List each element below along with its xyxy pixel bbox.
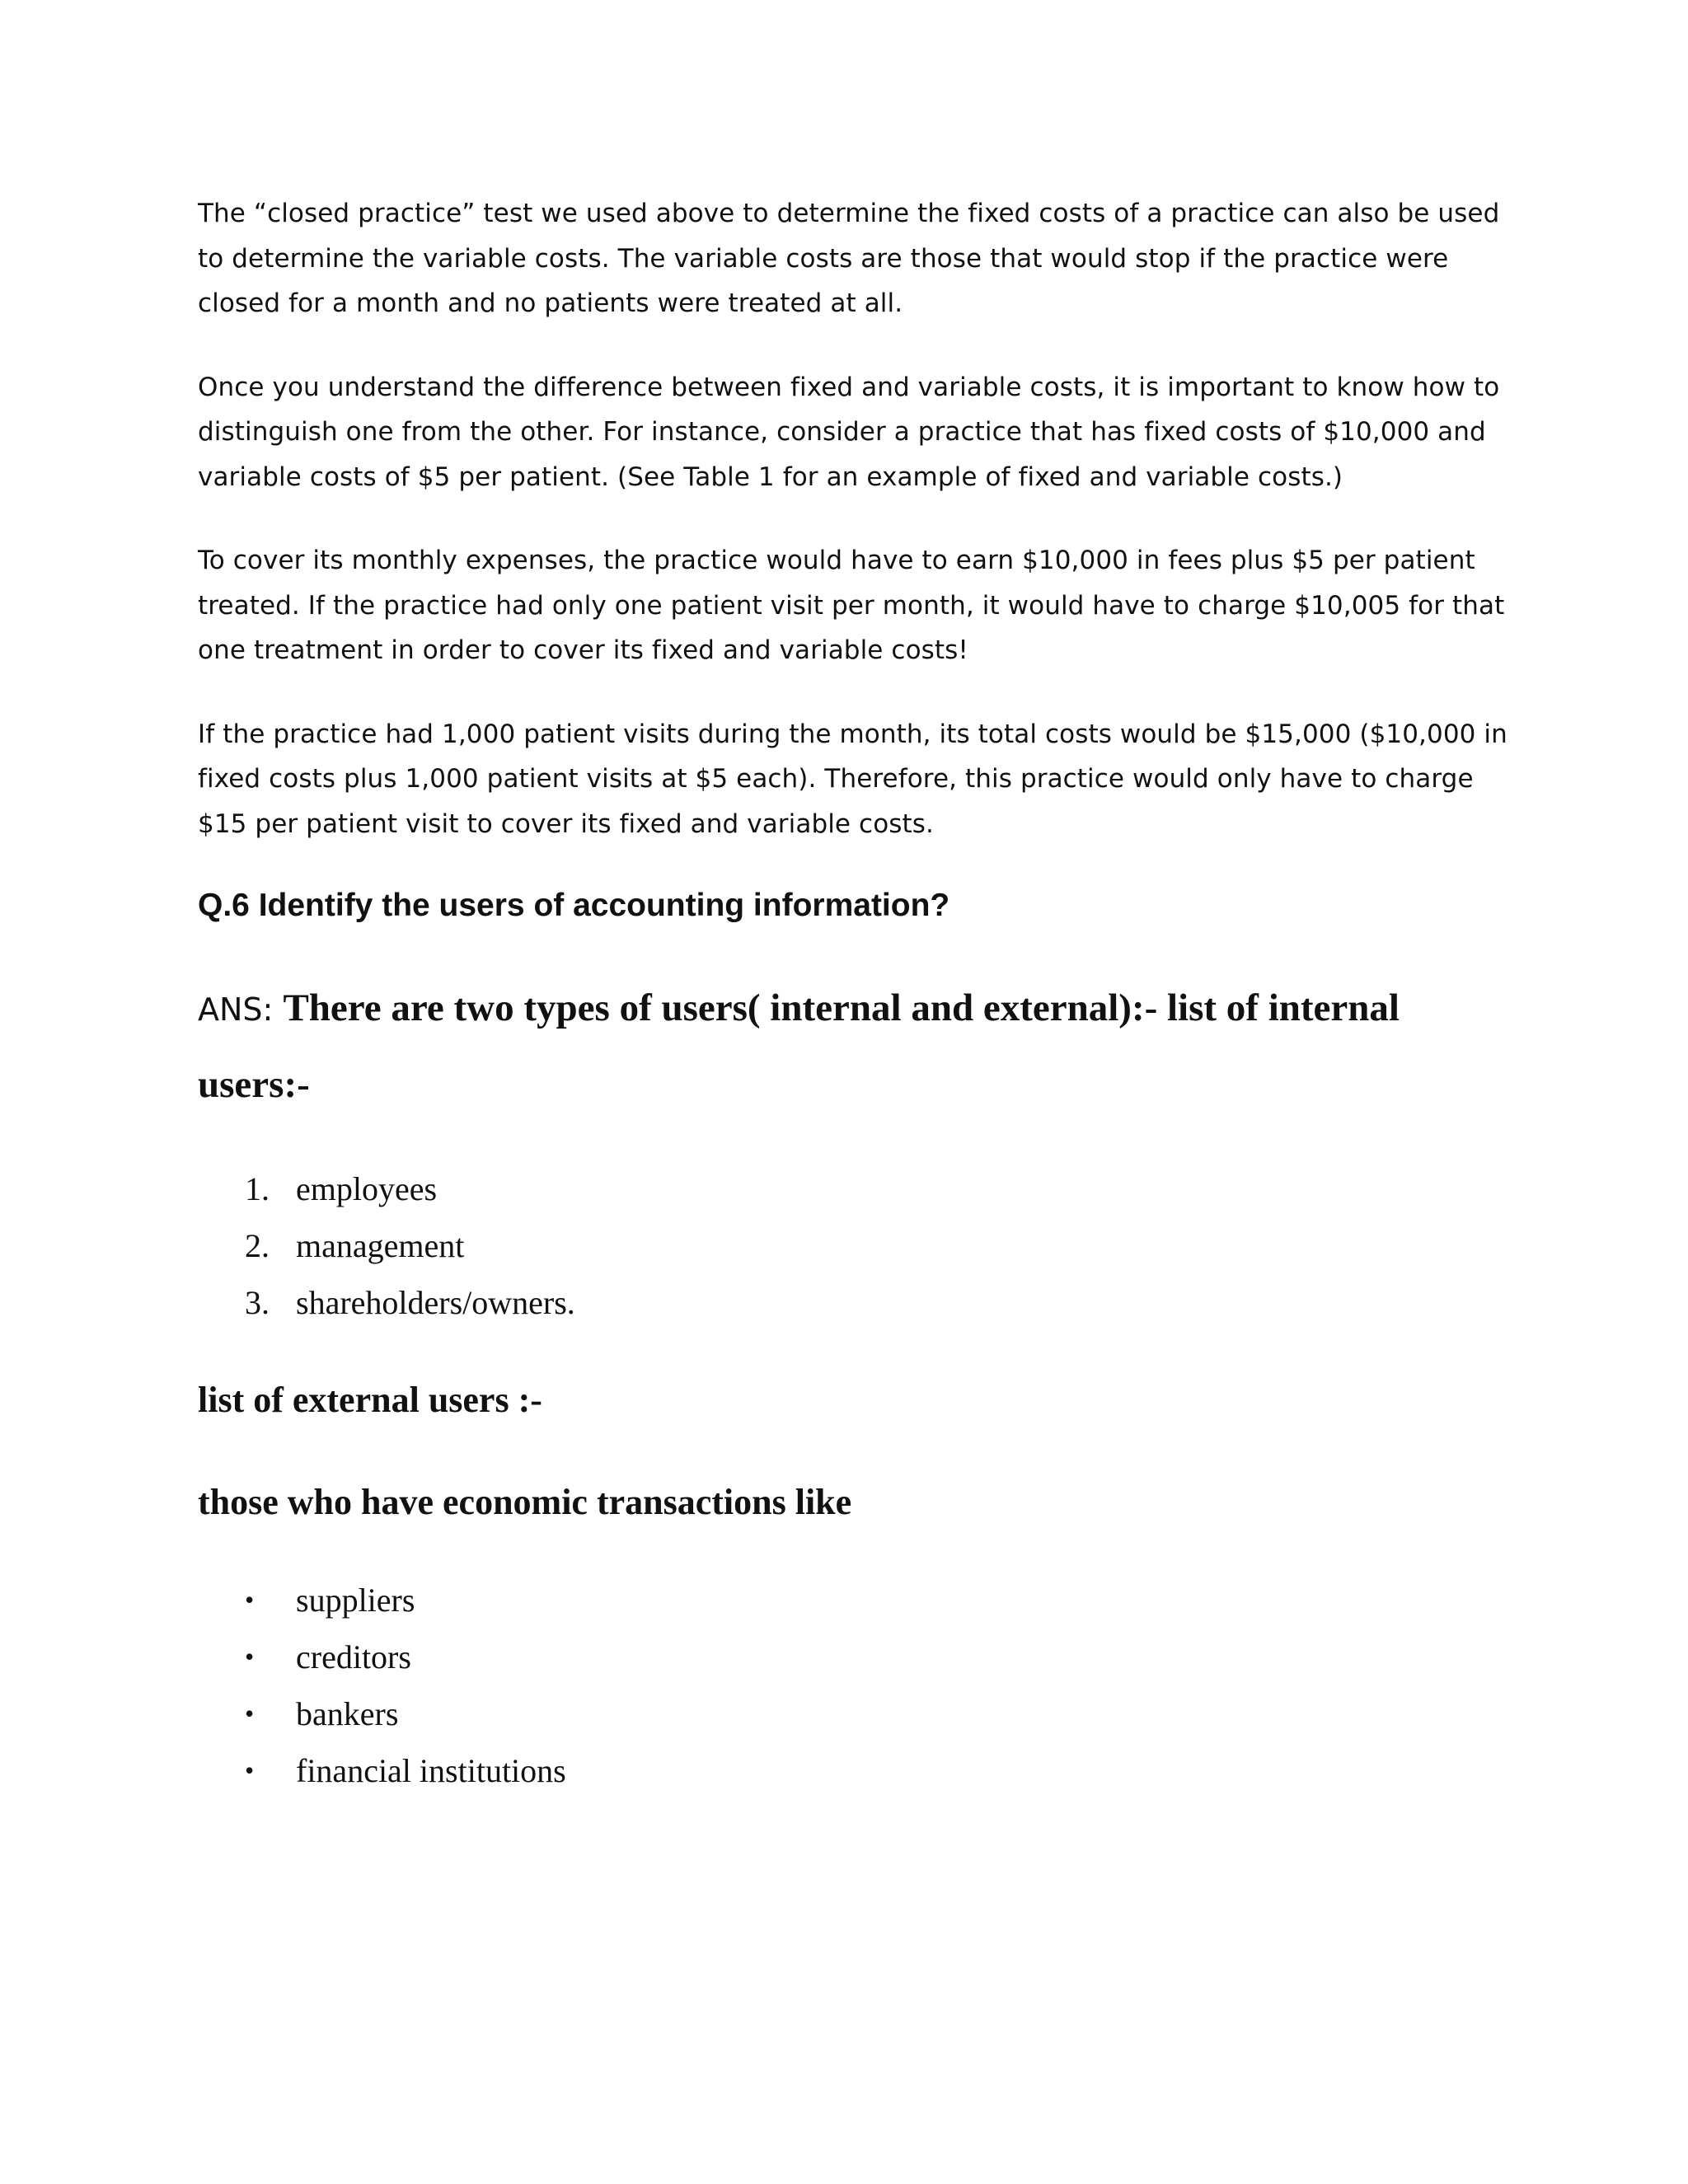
answer-text: There are two types of users( internal and external):- list of internal users:- (198, 987, 1400, 1106)
list-number: 2. (245, 1227, 270, 1264)
external-users-list (198, 1572, 1517, 1799)
paragraph-patient-visits: If the practice had 1,000 patient visits during the month, its total costs would be $15,000 ($10,000 in fixed costs plus 1,000 patient visits at $5 each). Therefore, this practice would only have to charge $15 per patient visit to cover its fixed and variable costs. (198, 719, 1507, 839)
list-item (198, 1572, 1517, 1629)
list-item (198, 1160, 1517, 1217)
list-number: 3. (245, 1284, 270, 1321)
list-item-label: financial institutions (296, 1752, 566, 1789)
list-item (198, 1274, 1517, 1331)
answer-paragraph (198, 974, 1517, 1127)
list-item (198, 1629, 1517, 1685)
external-users-heading: list of external users :- (198, 1380, 542, 1420)
question-heading: Q.6 Identify the users of accounting information? (198, 888, 950, 923)
list-item-label: management (296, 1227, 465, 1264)
list-number: 1. (245, 1170, 270, 1207)
bullet-icon: • (245, 1585, 255, 1615)
list-item-label: bankers (296, 1695, 399, 1732)
external-users-subheading: those who have economic transactions like (198, 1482, 852, 1522)
answer-prefix: ANS: (198, 991, 284, 1028)
paragraph-monthly-expenses: To cover its monthly expenses, the practice would have to earn $10,000 in fees plus $5 per patient treated. If the practice had only one patient visit per month, it would have to charge $10,005 for that one treatment in order to cover its fixed and variable costs! (198, 546, 1505, 665)
bullet-icon: • (245, 1755, 255, 1785)
document-body (198, 191, 1517, 1799)
list-item-label: shareholders/owners. (296, 1284, 575, 1321)
list-item-label: creditors (296, 1638, 411, 1675)
paragraph-closed-practice-test: The “closed practice” test we used above to determine the fixed costs of a practice can also be used to determine the variable costs. The variable costs are those that would stop if the practice were closed for a month and no patients were treated at all. (198, 199, 1500, 318)
internal-users-list (198, 1160, 1517, 1331)
list-item (198, 1217, 1517, 1274)
list-item-label: employees (296, 1170, 438, 1207)
bullet-icon: • (245, 1699, 255, 1728)
list-item (198, 1685, 1517, 1742)
paragraph-fixed-vs-variable: Once you understand the difference between fixed and variable costs, it is important to know how to distinguish one from the other. For instance, consider a practice that has fixed costs of $10,000 and variable costs of $5 per patient. (See Table 1 for an example of fixed and variable costs.) (198, 372, 1500, 492)
list-item (198, 1742, 1517, 1799)
list-item-label: suppliers (296, 1582, 415, 1619)
bullet-icon: • (245, 1642, 255, 1671)
